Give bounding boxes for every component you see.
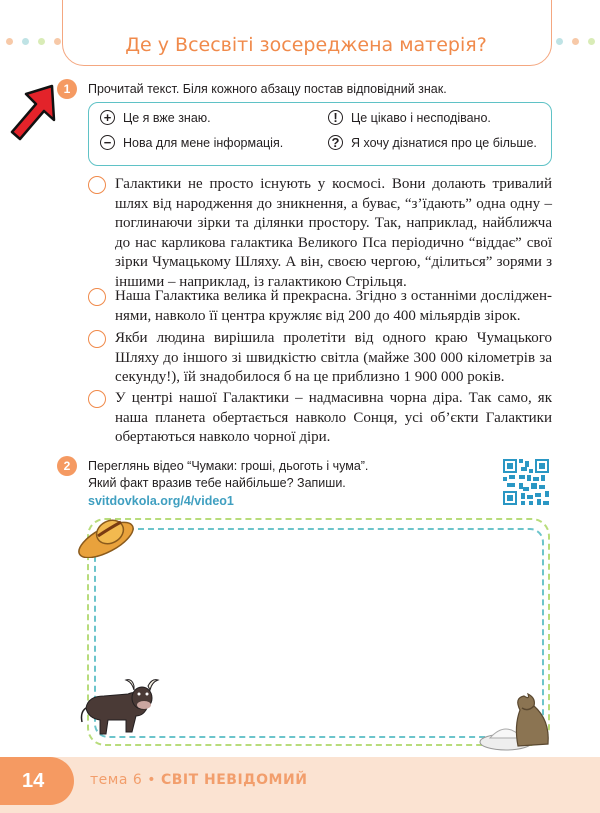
paragraph-3: Якби людина вирішила пролетіти від одного краю Чумацького Шляху до іншого зі швидкістю світла (майже 300 000 кілометрів за секунду!), їй знадобилося б на це приблизно 1 900 000 років. [115,330,552,386]
task-number-badge: 1 [57,79,77,99]
legend-item-know [100,110,211,125]
legend-label: Це цікаво і несподівано. [351,110,491,125]
paragraph-2: Наша Галактика велика й прекрасна. Згідно з останніми дослідженнями, навколо її центра кружляє від 200 до 400 мільярдів зірок. [115,288,552,324]
legend-label: Я хочу дізнатися про це більше. [351,135,537,150]
video-link[interactable]: svitdovkola.org/4/video1 [88,494,234,508]
question-icon: ? [328,135,343,150]
title-box [62,0,552,66]
task-number-badge: 2 [57,456,77,476]
footer-topic-prefix: тема 6 • [90,772,156,788]
answer-area[interactable] [94,528,544,738]
exclamation-icon: ! [328,110,343,125]
legend-item-interesting [328,110,491,125]
task2-line1: Переглянь відео “Чумаки: гроші, дьоготь і чума”. [88,459,369,473]
legend-label: Нова для мене інформація. [123,135,284,150]
page-number: 14 [22,770,45,792]
sack-icon [478,690,556,752]
mark-circle-2[interactable] [88,288,106,306]
legend-item-new [100,135,283,150]
paragraph-4: У центрі нашої Галактики – надмасивна чорна діра. Так само, як наша планета обертається навколо Сонця, усі об’єкти Галактики обертаються навколо чорної діри. [115,390,552,446]
task1-instruction: Прочитай текст. Біля кожного абзацу постав відповідний знак. [88,82,447,96]
legend-item-question [328,135,537,150]
decorative-dots-right [556,38,595,46]
bull-icon [78,672,160,748]
mark-circle-3[interactable] [88,330,106,348]
footer-topic-title: СВІТ НЕВІДОМИЙ [160,772,308,788]
plus-icon: + [100,110,115,125]
qr-code-icon[interactable] [503,459,549,505]
mark-circle-1[interactable] [88,176,106,194]
mark-circle-4[interactable] [88,390,106,408]
footer-topic [90,772,307,788]
legend-label: Це я вже знаю. [123,110,211,125]
page-title: Де у Всесвіті зосереджена матерія? [125,34,487,56]
straw-hat-icon [74,510,140,558]
red-arrow-icon [6,84,58,146]
paragraph-1: Галактики не просто існують у космосі. Вони долають тривалий шлях від народження до зникнення, а буває, “з’їдають” одна одну – поглинаючи зірки та ділянки простору. Так, наприклад, найближча до нас карликова галактика Великого Пса періодично “віддає” свої зірки Чумацькому Шляху. А він, своєю чергою, “ділиться” зорями з іншими – наприклад, із галактикою Стрільця. [115,176,552,290]
task2-line2: Який факт вразив тебе найбільше? Запиши. [88,476,346,490]
minus-icon: − [100,135,115,150]
